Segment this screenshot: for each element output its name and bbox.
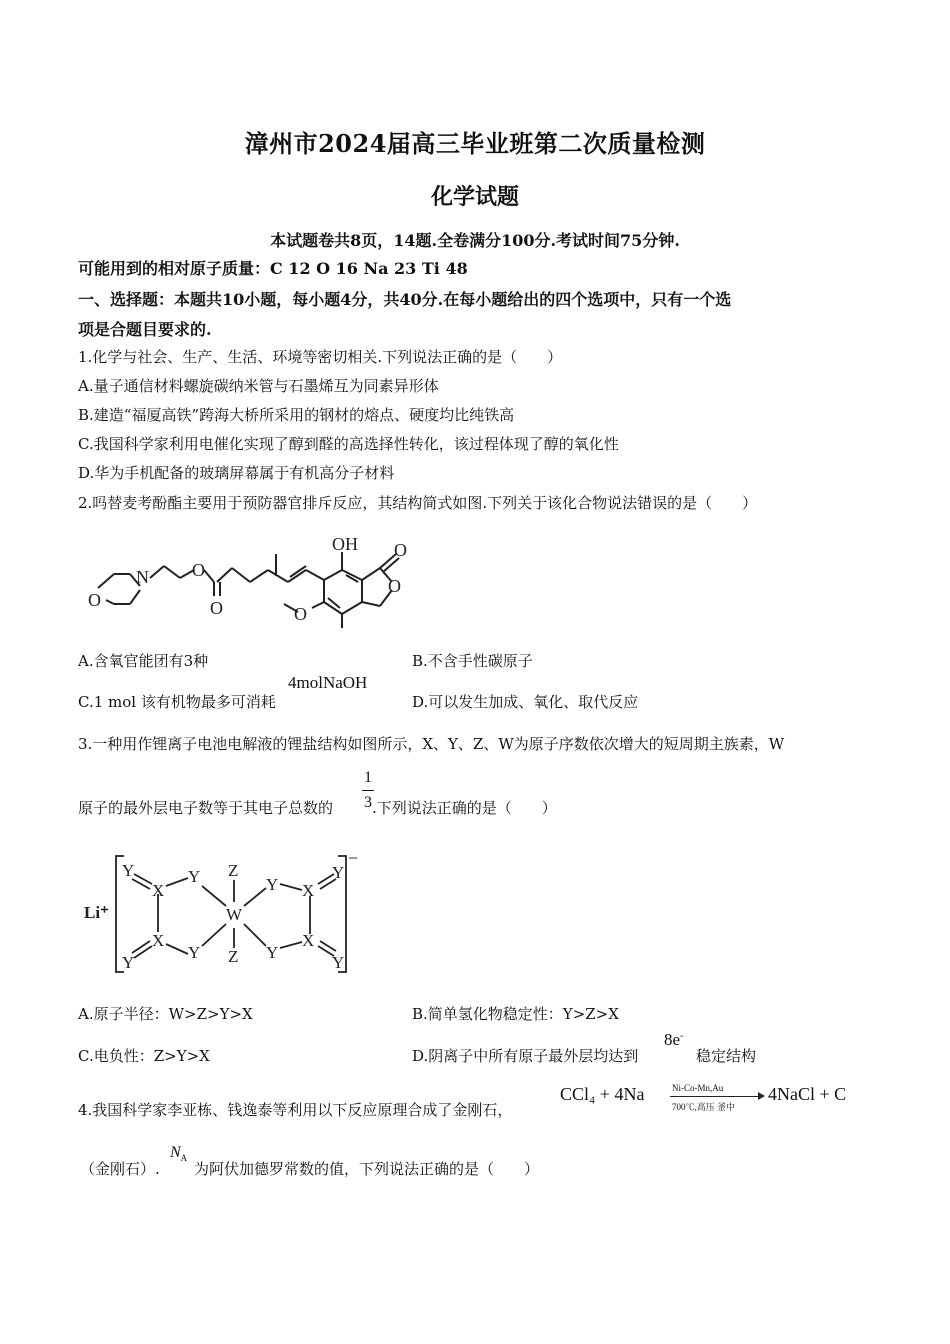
struct-w: W	[226, 905, 243, 924]
struct-x2: X	[152, 931, 165, 950]
q4-na-symbol: $N_A$	[170, 1144, 188, 1164]
struct-y4: Y	[188, 943, 201, 962]
q3-option-b: B.简单氢化物稳定性：Y>Z>X	[412, 1005, 619, 1023]
q3-fraction-numerator: 1	[364, 769, 372, 786]
struct-y7: Y	[332, 863, 345, 882]
struct-o-carbonyl: O	[210, 598, 223, 618]
q3-fraction-denominator: 3	[364, 794, 372, 811]
q4-line2-b: 为阿伏加德罗常数的值，下列说法正确的是（ ）	[194, 1160, 540, 1178]
q1-option-a: A.量子通信材料螺旋碳纳米管与石墨烯互为同素异形体	[78, 377, 439, 395]
q3-option-d-a: D.阴离子中所有原子最外层均达到	[412, 1047, 639, 1065]
struct-o-methoxy: O	[294, 604, 307, 624]
q1-option-b: B.建造“福厦高铁”跨海大桥所采用的钢材的熔点、硬度均比纯铁高	[78, 406, 515, 424]
q1-option-c: C.我国科学家利用电催化实现了醇到醛的高选择性转化，该过程体现了醇的氧化性	[78, 435, 619, 453]
struct-o-morpholine: O	[88, 590, 101, 610]
q2-option-c-formula: 4molNaOH	[288, 673, 368, 692]
q2-option-d: D.可以发生加成、氧化、取代反应	[412, 693, 639, 711]
struct-o-lactone-carbonyl: O	[394, 540, 407, 560]
q3-option-a: A.原子半径：W>Z>Y>X	[78, 1005, 253, 1023]
q4-stem-a: 4.我国科学家李亚栋、钱逸泰等利用以下反应原理合成了金刚石，	[78, 1101, 513, 1119]
q2-structure-diagram	[80, 530, 420, 638]
struct-li-ion: Li⁺	[84, 903, 110, 922]
q3-option-d-formula: 8e-	[664, 1030, 684, 1049]
q4-arrow-head	[758, 1092, 765, 1100]
struct-y1: Y	[122, 861, 135, 880]
q4-line2-a: （金刚石）.	[80, 1160, 160, 1178]
q3-option-c: C.电负性：Z>Y>X	[78, 1047, 210, 1065]
exam-info: 本试题卷共8页，14题.全卷满分100分.考试时间75分钟.	[270, 231, 680, 250]
struct-o-ester: O	[192, 560, 205, 580]
q2-option-a: A.含氧官能团有3种	[78, 652, 209, 670]
q4-products: 4NaCl + C	[768, 1084, 847, 1104]
struct-y8: Y	[332, 953, 345, 972]
q1-option-d: D.华为手机配备的玻璃屏幕属于有机高分子材料	[78, 464, 395, 482]
struct-charge: −	[348, 850, 359, 868]
q3-stem-line2-a: 原子的最外层电子数等于其电子总数的	[78, 799, 334, 817]
subject-title: 化学试题	[430, 184, 519, 210]
struct-y2: Y	[188, 867, 201, 886]
q1-stem: 1.化学与社会、生产、生活、环境等密切相关.下列说法正确的是（ ）	[78, 348, 563, 366]
section-heading-line2: 项是合题目要求的.	[78, 320, 212, 339]
atomic-masses: 可能用到的相对原子质量：C 12 O 16 Na 23 Ti 48	[78, 259, 468, 278]
struct-x1: X	[152, 881, 165, 900]
q2-option-c: C.1 mol 该有机物最多可消耗	[78, 693, 276, 711]
q4-condition-top: Ni-Co-Mn,Au	[672, 1083, 724, 1093]
q3-stem-line2-b: .下列说法正确的是（ ）	[372, 799, 557, 817]
struct-o-lactone-ring: O	[388, 576, 401, 596]
exam-title: 漳州市2024届高三毕业班第二次质量检测	[244, 129, 706, 158]
q3-fraction-bar	[362, 790, 374, 791]
q4-condition-bottom: 700℃,高压 釜中	[672, 1102, 736, 1112]
struct-x4: X	[302, 931, 315, 950]
struct-y5: Y	[266, 875, 279, 894]
q2-option-b: B.不含手性碳原子	[412, 652, 533, 670]
q3-stem-line1: 3.一种用作锂离子电池电解液的锂盐结构如图所示，X、Y、Z、W为原子序数依次增大的短周期主族素，W	[78, 735, 785, 753]
struct-y6: Y	[266, 943, 279, 962]
q2-stem: 2.吗替麦考酚酯主要用于预防器官排斥反应，其结构简式如图.下列关于该化合物说法错误的是（ ）	[78, 494, 758, 512]
section-heading-line1: 一、选择题：本题共10小题，每小题4分，共40分.在每小题给出的四个选项中，只有一个选	[78, 290, 732, 309]
q4-reaction-arrow	[670, 1096, 762, 1097]
struct-x3: X	[302, 881, 315, 900]
q3-option-d-b: 稳定结构	[696, 1047, 757, 1065]
q4-reactants: CCl₄ + 4Na	[560, 1084, 645, 1104]
struct-z2: Z	[228, 947, 239, 966]
struct-oh: OH	[332, 534, 358, 554]
struct-z1: Z	[228, 861, 239, 880]
struct-y3: Y	[122, 953, 135, 972]
q3-structure-diagram	[80, 850, 370, 978]
struct-n-morpholine: N	[136, 567, 149, 587]
